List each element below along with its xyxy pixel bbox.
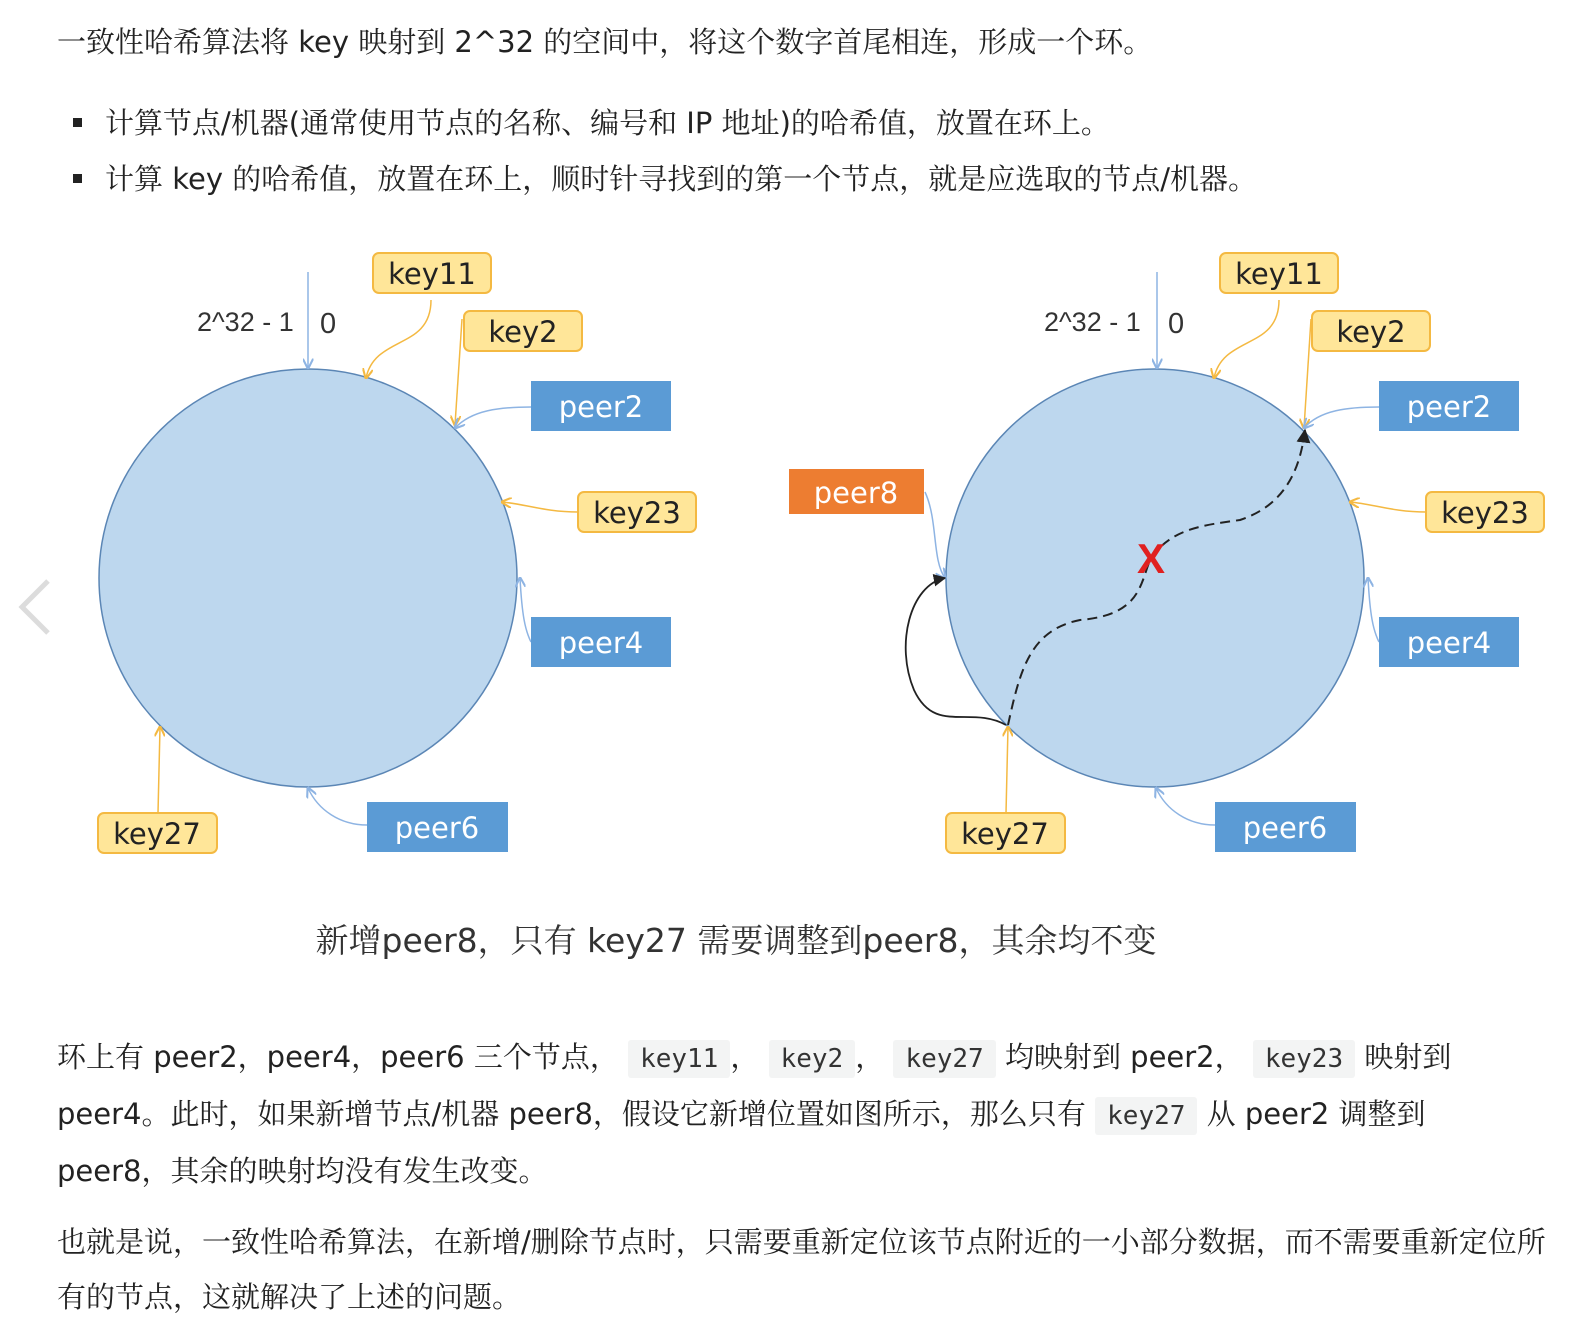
peer4-label: peer4 (1406, 626, 1492, 660)
key2-label: key2 (1336, 315, 1406, 349)
left-diagram (98, 253, 696, 853)
inline-code: key2 (769, 1040, 856, 1078)
inline-code: key11 (628, 1040, 730, 1078)
peer4-label: peer4 (558, 626, 644, 660)
inline-code: key23 (1253, 1040, 1355, 1078)
conclusion-paragraph: 也就是说，一致性哈希算法，在新增/删除节点时，只需要重新定位该节点附近的一小部分数据，而不需要重新定位所有的节点，这就解决了上述的问题。 (57, 1225, 1546, 1314)
remove-mark: X (1136, 535, 1166, 582)
right-diagram (789, 253, 1544, 853)
text-span: 均映射到 peer2， (1004, 1040, 1244, 1074)
key27-label: key27 (961, 817, 1049, 851)
peer8-label: peer8 (813, 476, 899, 510)
ring-zero-label: 0 (1168, 308, 1185, 340)
bullet-list (68, 95, 1257, 207)
key11-label: key11 (1235, 257, 1323, 291)
ring-max-label: 2^32 - 1 (197, 307, 294, 337)
key11-label: key11 (388, 257, 476, 291)
key23-label: key23 (593, 496, 681, 530)
key27-label: key27 (113, 817, 201, 851)
diagram-caption: 新增peer8，只有 key27 需要调整到peer8，其余均不变 (315, 921, 1157, 960)
peer6-label: peer6 (1242, 811, 1328, 845)
ring-zero-label: 0 (320, 308, 337, 340)
peer2-label: peer2 (1406, 390, 1492, 424)
text-span: 映射到 peer4。此时，如果新增节点/机器 peer8，假设它新增位置如图所示，那么只有 (57, 1040, 1452, 1131)
consistent-hash-diagram (0, 230, 1584, 990)
text-span: 环上有 peer2，peer4，peer6 三个节点， (57, 1040, 619, 1074)
key23-label: key23 (1441, 496, 1529, 530)
text-span: ， (730, 1040, 760, 1074)
peer6-label: peer6 (394, 811, 480, 845)
key2-label: key2 (488, 315, 558, 349)
text-span: ， (855, 1040, 885, 1074)
bullet-item: 计算 key 的哈希值，放置在环上，顺时针寻找到的第一个节点，就是应选取的节点/机器。 (68, 151, 1257, 207)
bullet-item: 计算节点/机器(通常使用节点的名称、编号和 IP 地址)的哈希值，放置在环上。 (68, 95, 1257, 151)
hash-ring (99, 369, 517, 787)
inline-code: key27 (1095, 1097, 1197, 1135)
text-span: 从 peer2 调整到 peer8，其余的映射均没有发生改变。 (57, 1097, 1426, 1188)
ring-max-label: 2^32 - 1 (1044, 307, 1141, 337)
explanation-paragraph (57, 1030, 1537, 1199)
intro-paragraph: 一致性哈希算法将 key 映射到 2^32 的空间中，将这个数字首尾相连，形成一个环。 (57, 25, 1153, 59)
peer2-label: peer2 (558, 390, 644, 424)
inline-code: key27 (893, 1040, 995, 1078)
